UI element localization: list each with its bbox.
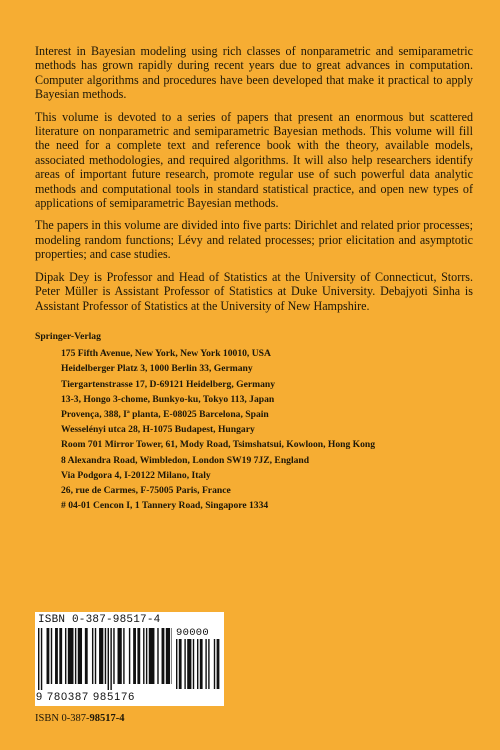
- publisher-address: 26, rue de Carmes, F-75005 Paris, France: [61, 485, 231, 497]
- isbn-prefix: ISBN 0-387-: [35, 713, 90, 724]
- barcode-isbn-label: ISBN 0-387-98517-4: [38, 614, 161, 626]
- publisher-address: Heidelberger Platz 3, 1000 Berlin 33, Germany: [61, 363, 253, 375]
- barcode-ean-digits: 9 780387 985176: [36, 691, 136, 703]
- addon-barcode-bars: [176, 639, 220, 689]
- ean-barcode-bars: [38, 628, 172, 690]
- publisher-address: Room 701 Mirror Tower, 61, Mody Road, Tsimshatsui, Kowloon, Hong Kong: [61, 439, 376, 451]
- publisher-address: Via Podgora 4, I-20122 Milano, Italy: [61, 469, 211, 481]
- publisher-name: Springer-Verlag: [35, 331, 101, 342]
- blurb-paragraph: Interest in Bayesian modeling using rich classes of nonparametric and semiparametric methods has grown rapidly during recent years due to great advances in computation. Computer algorithms and procedures have been developed that make it practical to apply Bayesian methods.: [35, 44, 473, 102]
- isbn-barcode: [35, 612, 224, 706]
- isbn-bottom: [35, 713, 125, 724]
- publisher-address: Tiergartenstrasse 17, D-69121 Heidelberg, Germany: [61, 378, 276, 390]
- blurb-paragraph: This volume is devoted to a series of papers that present an enormous but scattered literature on nonparametric and semiparametric Bayesian methods. This volume will fill the need for a complete text and reference book with the theory, available models, associated methodologies, and required algorithms. It will also help researchers identify areas of important future research, promote regular use of such powerful data analytic methods and computational tools in standard statistical practice, and open new types of applications of semiparametric Bayesian methods.: [35, 109, 473, 211]
- publisher-block: [35, 329, 475, 513]
- publisher-address: 13-3, Hongo 3-chome, Bunkyo-ku, Tokyo 113, Japan: [61, 393, 275, 405]
- blurb-paragraph: Dipak Dey is Professor and Head of Statistics at the University of Connecticut, Storrs. Peter Müller is Assistant Professor of Statistics at Duke University. Debajyoti Sinha is Assistant Professor of Statistics at the University of New Hampshire.: [35, 269, 473, 313]
- publisher-address: Wesselényi utca 28, H-1075 Budapest, Hungary: [61, 424, 255, 436]
- publisher-address: # 04-01 Cencon I, 1 Tannery Road, Singapore 1334: [61, 500, 269, 512]
- isbn-suffix: 98517-4: [89, 713, 125, 724]
- publisher-address: 175 Fifth Avenue, New York, New York 10010, USA: [61, 348, 271, 360]
- publisher-address: 8 Alexandra Road, Wimbledon, London SW19 7JZ, England: [61, 454, 310, 466]
- publisher-address: Provença, 388, Iª planta, E-08025 Barcelona, Spain: [61, 409, 269, 421]
- back-cover-blurb: [35, 44, 473, 321]
- blurb-paragraph: The papers in this volume are divided into five parts: Dirichlet and related prior processes; modeling random functions; Lévy and related processes; prior elicitation and asymptotic properties; and case studies.: [35, 218, 473, 262]
- barcode-addon-price: 90000: [176, 627, 210, 639]
